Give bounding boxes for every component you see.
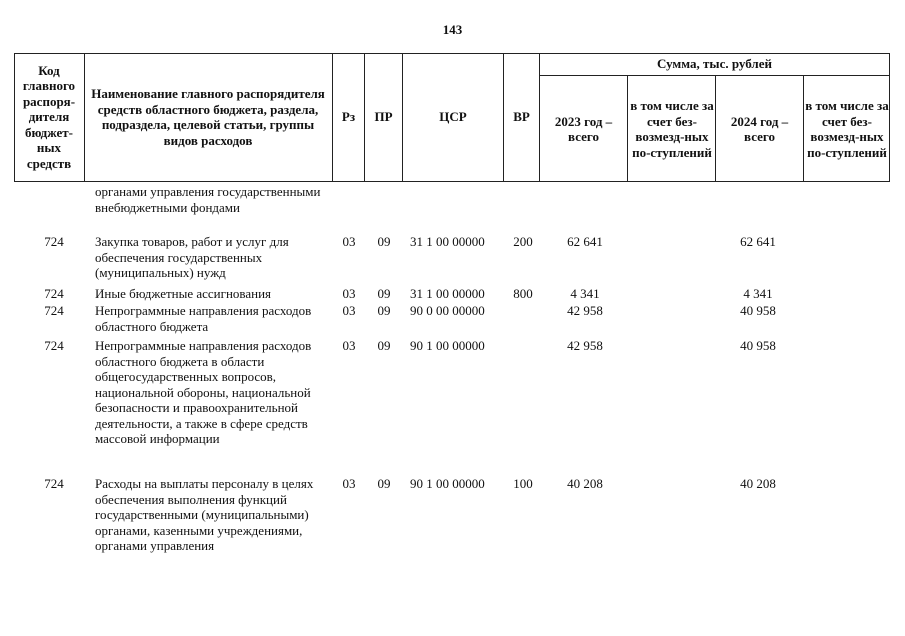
row-sum-2024: 40 958 bbox=[740, 338, 776, 353]
row-rz: 03 bbox=[342, 234, 356, 249]
row-name: Непрограммные направления расходов областного бюджета в области общегосударственных вопросов, национальной обороны, национальной безопасности и правоохранительной деятельности, а также в сфере средств массовой информации bbox=[95, 338, 312, 446]
table-header bbox=[14, 53, 890, 183]
row-sum-2023: 42 958 bbox=[567, 303, 603, 318]
row-rz: 03 bbox=[342, 476, 356, 491]
row-rz: 03 bbox=[342, 338, 356, 353]
header-2023-free: в том числе за счет без-возмезд-ных по-ступлений bbox=[630, 98, 714, 160]
row-sum-2023: 40 208 bbox=[567, 476, 603, 491]
row-csr: 31 1 00 00000 bbox=[410, 234, 485, 249]
row-pr: 09 bbox=[377, 476, 391, 491]
header-2024-total: 2024 год – всего bbox=[730, 113, 789, 144]
row-sum-2023: 62 641 bbox=[567, 234, 603, 249]
row-pr: 09 bbox=[377, 338, 391, 353]
header-vr: ВР bbox=[513, 109, 530, 125]
page-number: 143 bbox=[442, 22, 463, 37]
row-sum-2024: 62 641 bbox=[740, 234, 776, 249]
row-name: органами управления государственными внебюджетными фондами bbox=[95, 184, 321, 215]
row-vr: 100 bbox=[513, 476, 533, 491]
header-pr: ПР bbox=[374, 109, 393, 125]
row-csr: 90 1 00 00000 bbox=[410, 476, 485, 491]
row-name: Расходы на выплаты персоналу в целях обеспечения выполнения функций государственными (муниципальными) органами, казенными учреждениями, органами управления bbox=[95, 476, 314, 553]
header-code: Код главного распоря-дителя бюджет-ных средств bbox=[22, 62, 76, 171]
row-sum-2023: 42 958 bbox=[567, 338, 603, 353]
row-code: 724 bbox=[44, 303, 64, 318]
row-pr: 09 bbox=[377, 286, 391, 301]
row-vr: 800 bbox=[513, 286, 533, 301]
row-sum-2023: 4 341 bbox=[570, 286, 600, 301]
row-code: 724 bbox=[44, 476, 64, 491]
row-vr: 200 bbox=[513, 234, 533, 249]
row-code: 724 bbox=[44, 234, 64, 249]
row-sum-2024: 40 208 bbox=[740, 476, 776, 491]
header-2024-free: в том числе за счет без-возмезд-ных по-ступлений bbox=[805, 98, 889, 160]
header-rz: Рз bbox=[341, 109, 356, 125]
header-csr: ЦСР bbox=[439, 109, 467, 125]
header-2023-total: 2023 год – всего bbox=[554, 113, 613, 144]
row-name: Иные бюджетные ассигнования bbox=[95, 286, 272, 301]
row-pr: 09 bbox=[377, 234, 391, 249]
row-pr: 09 bbox=[377, 303, 391, 318]
row-csr: 90 0 00 00000 bbox=[410, 303, 485, 318]
header-sum: Сумма, тыс. рублей bbox=[657, 56, 772, 72]
row-sum-2024: 4 341 bbox=[743, 286, 773, 301]
row-csr: 31 1 00 00000 bbox=[410, 286, 485, 301]
row-csr: 90 1 00 00000 bbox=[410, 338, 485, 353]
row-name: Закупка товаров, работ и услуг для обеспечения государственных (муниципальных) нужд bbox=[95, 234, 289, 280]
row-sum-2024: 40 958 bbox=[740, 303, 776, 318]
row-code: 724 bbox=[44, 286, 64, 301]
header-name: Наименование главного распорядителя средств областного бюджета, раздела, подраздела, целевой статьи, группы видов расходов bbox=[91, 86, 325, 148]
row-name: Непрограммные направления расходов областного бюджета bbox=[95, 303, 312, 334]
row-rz: 03 bbox=[342, 303, 356, 318]
row-code: 724 bbox=[44, 338, 64, 353]
row-rz: 03 bbox=[342, 286, 356, 301]
